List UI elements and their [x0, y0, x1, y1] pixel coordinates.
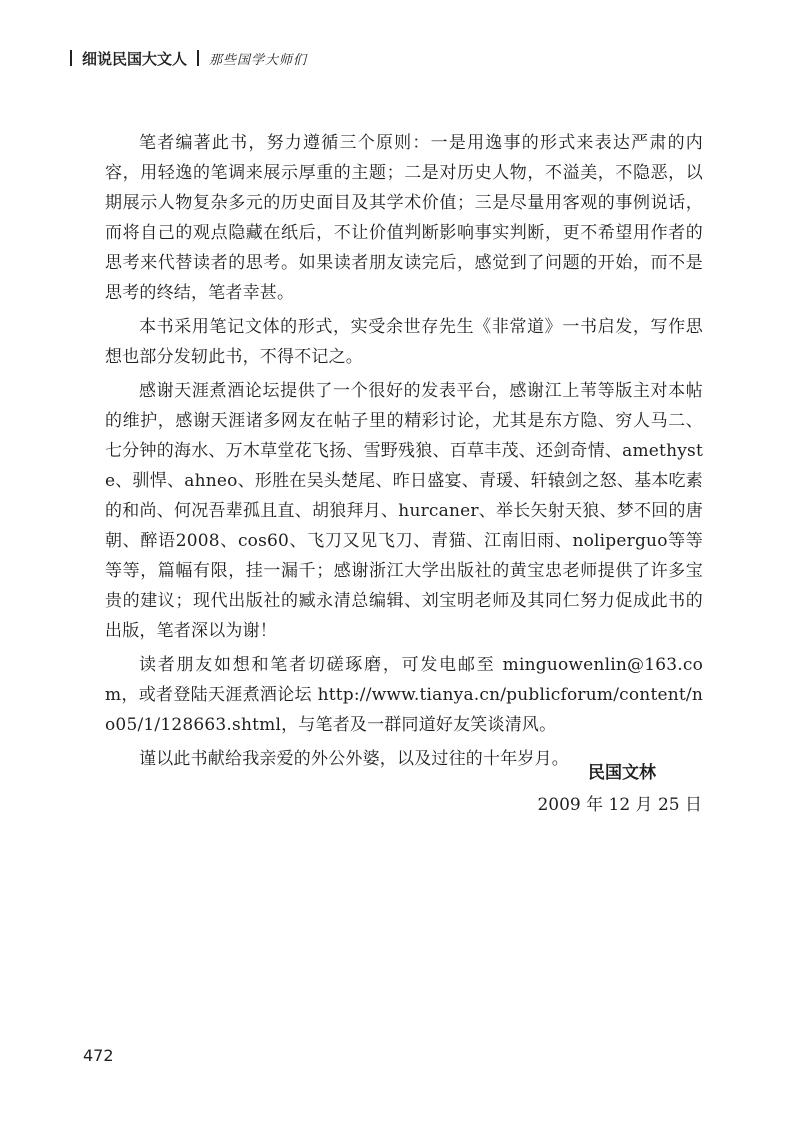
- header-divider: [197, 50, 199, 66]
- signature-date: 2009 年 12 月 25 日: [537, 795, 702, 815]
- page-number: 472: [83, 1046, 114, 1065]
- section-title: 那些国学大师们: [209, 52, 308, 68]
- paragraph-inspiration: 本书采用笔记文体的形式，实受余世存先生《非常道》一书启发，写作思想也部分发轫此书，不得不记之。: [105, 317, 703, 367]
- paragraph-contact: 读者朋友如想和笔者切磋琢磨，可发电邮至 minguowenlin@163.com，或者登陆天涯煮酒论坛 http://www.tianya.cn/publicforum/content/no05/1/128663.shtml，与笔者及一群同道好友笑谈清风。: [105, 655, 703, 735]
- header-divider-left: [70, 50, 72, 66]
- running-header: [70, 46, 307, 70]
- paragraph-principles: 笔者编著此书，努力遵循三个原则：一是用逸事的形式来表达严肃的内容，用轻逸的笔调来展示厚重的主题；二是对历史人物，不溢美，不隐恶，以期展示人物复杂多元的历史面目及其学术价值；三是尽量用客观的事例说话，而将自己的观点隐藏在纸后，不让价值判断影响事实判断，更不希望用作者的思考来代替读者的思考。如果读者朋友读完后，感觉到了问题的开始，而不是思考的终结，笔者幸甚。: [105, 133, 703, 303]
- paragraph-acknowledgements: 感谢天涯煮酒论坛提供了一个很好的发表平台，感谢江上苇等版主对本帖的维护，感谢天涯诸多网友在帖子里的精彩讨论，尤其是东方隐、穷人马二、七分钟的海水、万木草堂花飞扬、雪野残狼、百草丰茂、还剑奇情、amethyste、驯悍、ahneo、形胜在吴头楚尾、昨日盛宴、青瑗、轩辕剑之怒、基本吃素的和尚、何况吾辈孤且直、胡狼拜月、hurcaner、举长矢射天狼、梦不回的唐朝、醉语2008、cos60、飞刀又见飞刀、青猫、江南旧雨、noliperguo等等等等，篇幅有限，挂一漏千；感谢浙江大学出版社的黄宝忠老师提供了许多宝贵的建议；现代出版社的臧永清总编辑、刘宝明老师及其同仁努力促成此书的出版，笔者深以为谢！: [105, 381, 703, 641]
- paragraph-dedication: 谨以此书献给我亲爱的外公外婆，以及过往的十年岁月。: [139, 749, 569, 769]
- book-title: 细说民国大文人: [82, 49, 188, 68]
- author-signature: 民国文林: [588, 763, 656, 783]
- signature-block: [537, 757, 702, 821]
- page-body: [105, 128, 703, 778]
